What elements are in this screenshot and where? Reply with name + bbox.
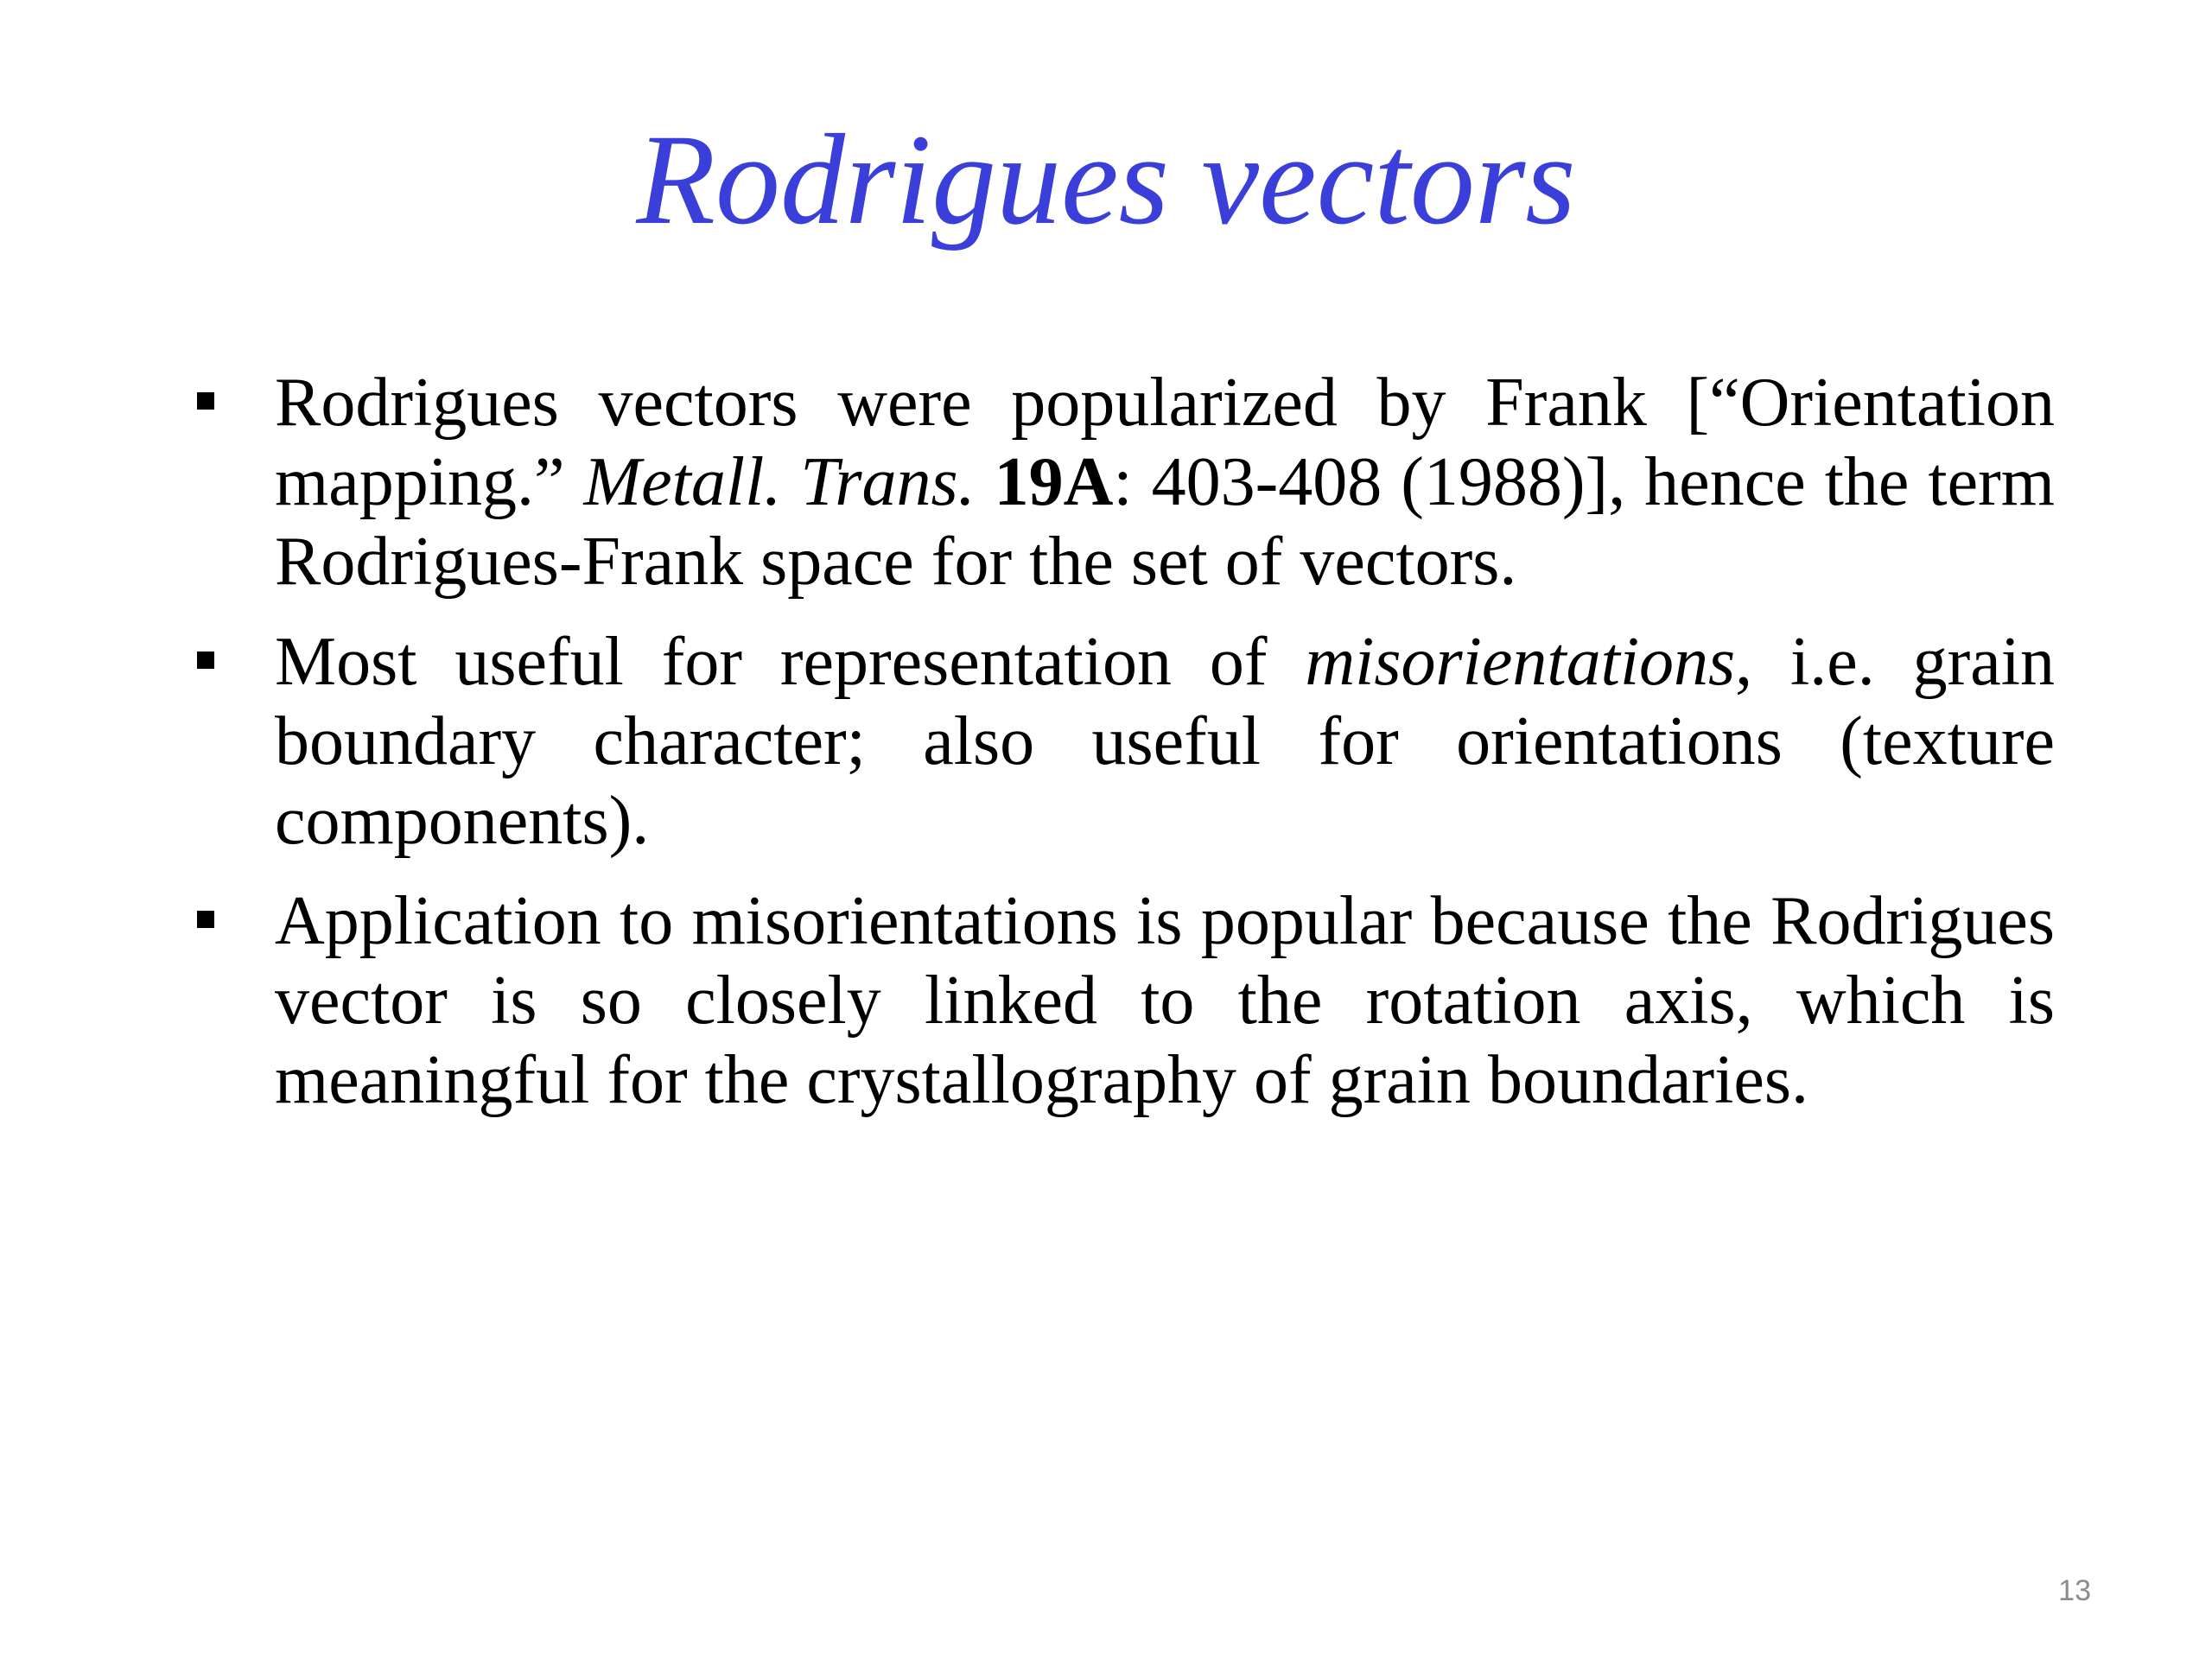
- slide-title: Rodrigues vectors: [636, 108, 1576, 251]
- bullet-item-misorientations: [188, 622, 2055, 861]
- square-bullet-icon: [197, 911, 214, 928]
- bullet-item-frank: [188, 363, 2055, 601]
- bullet-text: Most useful for representation of: [275, 624, 1306, 700]
- bullet-text: Rodrigues vectors were popularized by Frank [“Orientation mapping.”: [275, 365, 2055, 520]
- bullet-item-application: [188, 881, 2055, 1120]
- square-bullet-icon: [197, 652, 214, 669]
- square-bullet-icon: [197, 392, 214, 410]
- bullet-text: , i.e. grain boundary character; also useful for orientations (texture components).: [275, 624, 2056, 859]
- emphasis-text: misorientations: [1305, 624, 1736, 700]
- bullet-text: Application to misorientations is popular because the Rodrigues vector is so closely linked to the rotation axis, which is meaningful for the crystallography of grain boundaries.: [275, 883, 2055, 1118]
- journal-volume: 19A: [994, 444, 1114, 520]
- bullet-list: [188, 363, 2055, 1141]
- spacer-text: [976, 444, 995, 520]
- journal-name: Metall. Trans.: [583, 444, 976, 520]
- bullet-text: : 403-408 (1988)], hence the term Rodrigues-Frank space for the set of vectors.: [275, 444, 2056, 600]
- page-number: 13: [2058, 1574, 2091, 1607]
